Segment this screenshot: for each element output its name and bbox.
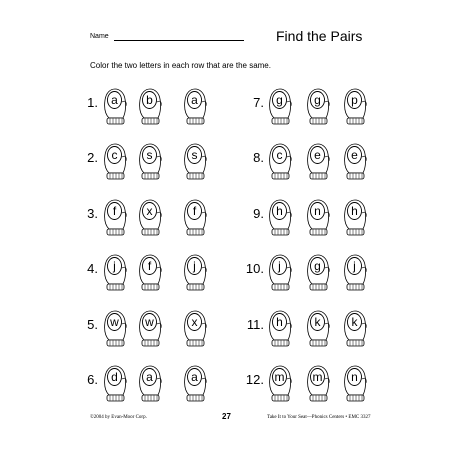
mitten[interactable]	[343, 310, 368, 350]
row-number: 7.	[253, 95, 264, 110]
mitten-letter: n	[314, 204, 321, 218]
row-number: 1.	[87, 95, 98, 110]
mitten[interactable]	[343, 199, 368, 239]
mitten[interactable]	[306, 199, 331, 239]
row-number: 10.	[245, 261, 264, 276]
mitten[interactable]	[268, 254, 293, 294]
mitten-letter: a	[146, 370, 153, 384]
mitten[interactable]	[343, 365, 368, 405]
mitten-letter: s	[146, 148, 153, 162]
mitten[interactable]	[268, 143, 293, 183]
footer-page-number: 27	[222, 412, 231, 421]
name-underline	[114, 40, 244, 41]
mitten-letter: f	[192, 204, 197, 218]
mitten-letter: c	[276, 148, 283, 162]
mitten-letter: m	[312, 370, 323, 384]
mitten-letter: e	[351, 148, 358, 162]
mitten[interactable]	[343, 143, 368, 183]
mitten-letter: x	[146, 204, 153, 218]
mitten-letter: g	[276, 93, 283, 107]
mitten[interactable]	[306, 143, 331, 183]
mitten-letter: j	[353, 259, 356, 273]
mitten[interactable]	[343, 254, 368, 294]
mitten[interactable]	[268, 310, 293, 350]
mitten[interactable]	[268, 88, 293, 128]
mitten-letter: s	[191, 148, 198, 162]
mitten-letter: j	[193, 259, 196, 273]
row-number: 5.	[87, 317, 98, 332]
mitten-letter: g	[314, 93, 321, 107]
mitten-letter: b	[146, 93, 153, 107]
mitten[interactable]	[306, 310, 331, 350]
mitten-letter: h	[276, 204, 283, 218]
row-11	[0, 310, 452, 350]
mitten-letter: n	[351, 370, 358, 384]
row-9	[0, 199, 452, 239]
mitten-letter: d	[111, 370, 118, 384]
row-7	[0, 88, 452, 128]
mitten-letter: c	[111, 148, 118, 162]
name-label: Name	[90, 33, 109, 40]
mitten-letter: h	[276, 315, 283, 329]
mitten-letter: g	[314, 259, 321, 273]
row-number: 6.	[87, 372, 98, 387]
mitten[interactable]	[343, 88, 368, 128]
mitten[interactable]	[306, 254, 331, 294]
mitten-letter: j	[113, 259, 116, 273]
row-number: 11.	[246, 317, 264, 332]
mitten-letter: m	[274, 370, 285, 384]
mitten-letter: w	[110, 315, 119, 329]
mitten-letter: j	[278, 259, 281, 273]
row-number: 9.	[253, 206, 264, 221]
row-number: 4.	[87, 261, 98, 276]
mitten-letter: e	[314, 148, 321, 162]
mitten-letter: k	[351, 315, 358, 329]
mitten[interactable]	[268, 365, 293, 405]
mitten[interactable]	[306, 88, 331, 128]
footer-copyright: ©2004 by Evan-Moor Corp.	[90, 415, 147, 420]
row-8	[0, 143, 452, 183]
mitten-letter: k	[314, 315, 321, 329]
mitten-letter: a	[111, 93, 118, 107]
row-number: 3.	[87, 206, 98, 221]
row-number: 8.	[253, 150, 264, 165]
mitten-letter: x	[191, 315, 198, 329]
mitten-letter: f	[112, 204, 117, 218]
row-12	[0, 365, 452, 405]
row-10	[0, 254, 452, 294]
mitten-letter: p	[351, 93, 358, 107]
mitten[interactable]	[306, 365, 331, 405]
row-number: 12.	[245, 372, 264, 387]
mitten-letter: h	[351, 204, 358, 218]
row-number: 2.	[87, 150, 98, 165]
mitten[interactable]	[268, 199, 293, 239]
mitten-letter: w	[145, 315, 154, 329]
mitten-letter: f	[147, 259, 152, 273]
page-title: Find the Pairs	[276, 28, 363, 44]
instructions: Color the two letters in each row that are the same.	[90, 61, 271, 70]
footer-book-title: Take It to Your Seat—Phonics Centers • EMC 3327	[267, 415, 371, 420]
mitten-letter: a	[191, 93, 198, 107]
mitten-letter: a	[191, 370, 198, 384]
